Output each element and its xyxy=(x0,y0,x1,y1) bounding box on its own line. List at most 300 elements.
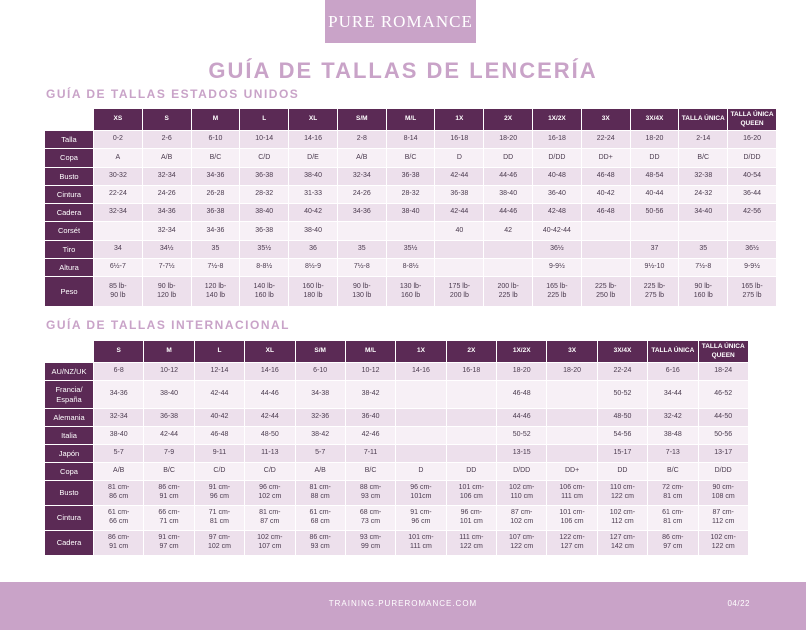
table-cell: 50-56 xyxy=(630,204,679,222)
table-cell: B/C xyxy=(679,149,728,167)
table-row xyxy=(45,259,777,277)
table-cell: 86 cm- 91 cm xyxy=(144,481,194,506)
table-cell: 40-42 xyxy=(581,185,630,203)
table-cell: 32-42 xyxy=(648,409,698,427)
table-cell: 34-36 xyxy=(337,204,386,222)
table-cell xyxy=(396,381,446,409)
column-header: TALLA ÚNICA QUEEN xyxy=(728,109,777,131)
table-cell: 44-50 xyxy=(698,409,748,427)
table-cell: 18-20 xyxy=(547,363,597,381)
table-cell: 102 cm- 112 cm xyxy=(597,506,647,531)
table-cell: 42-44 xyxy=(144,427,194,445)
footer-url: TRAINING.PUREROMANCE.COM xyxy=(328,599,478,608)
table-cell: C/D xyxy=(245,463,295,481)
table-cell: C/D xyxy=(194,463,244,481)
table-cell: 16-20 xyxy=(728,131,777,149)
table-cell: 26-28 xyxy=(191,185,240,203)
table-cell: 9-11 xyxy=(194,445,244,463)
table-cell: 6-8 xyxy=(94,363,144,381)
table-cell: D/E xyxy=(289,149,338,167)
table-cell: 68 cm- 73 cm xyxy=(345,506,395,531)
table-cell: 14-16 xyxy=(245,363,295,381)
column-header: S xyxy=(142,109,191,131)
table-cell: D xyxy=(435,149,484,167)
table-cell: 38-40 xyxy=(144,381,194,409)
table-cell: 101 cm- 106 cm xyxy=(446,481,496,506)
table-cell: B/C xyxy=(144,463,194,481)
table-cell xyxy=(581,259,630,277)
table-cell: 14-16 xyxy=(289,131,338,149)
table-cell: 38-40 xyxy=(240,204,289,222)
table-cell: 50-56 xyxy=(698,427,748,445)
column-header: 1X/2X xyxy=(497,341,547,363)
table-cell: 24-26 xyxy=(142,185,191,203)
table-cell: 106 cm- 111 cm xyxy=(547,481,597,506)
table-cell xyxy=(630,222,679,240)
table-cell xyxy=(547,381,597,409)
table-cell: 18-20 xyxy=(484,131,533,149)
intl-section-title: GUÍA DE TALLAS INTERNACIONAL xyxy=(46,318,290,332)
table-cell: 102 cm- 110 cm xyxy=(497,481,547,506)
table-cell: 122 cm- 127 cm xyxy=(547,531,597,556)
column-header: M xyxy=(191,109,240,131)
table-cell: 86 cm- 93 cm xyxy=(295,531,345,556)
table-cell: A/B xyxy=(337,149,386,167)
column-header: 3X xyxy=(581,109,630,131)
table-cell: 32-34 xyxy=(142,222,191,240)
footer-page-number: 04/22 xyxy=(727,599,750,608)
column-header: XS xyxy=(94,109,143,131)
table-cell xyxy=(396,445,446,463)
table-cell: 5-7 xyxy=(94,445,144,463)
table-cell: 90 lb- 130 lb xyxy=(337,277,386,307)
table-cell: 7-13 xyxy=(648,445,698,463)
table-cell: 22-24 xyxy=(597,363,647,381)
table-row xyxy=(45,381,749,409)
table-cell: 101 cm- 106 cm xyxy=(547,506,597,531)
column-header: M xyxy=(144,341,194,363)
table-cell: 36-38 xyxy=(240,167,289,185)
table-cell: 40-42 xyxy=(289,204,338,222)
table-cell: 36-40 xyxy=(345,409,395,427)
table-cell: 200 lb- 225 lb xyxy=(484,277,533,307)
table-cell: 54-56 xyxy=(597,427,647,445)
row-label: Busto xyxy=(45,167,94,185)
column-header: L xyxy=(240,109,289,131)
row-label: Copa xyxy=(45,463,94,481)
table-cell: D/DD xyxy=(728,149,777,167)
column-header: S/M xyxy=(295,341,345,363)
table-cell: 36-38 xyxy=(240,222,289,240)
table-cell: 42-44 xyxy=(245,409,295,427)
table-cell: 48-54 xyxy=(630,167,679,185)
table-cell: 38-40 xyxy=(484,185,533,203)
table-cell: 6-10 xyxy=(191,131,240,149)
table-cell: 7½-8 xyxy=(191,259,240,277)
row-label: Cintura xyxy=(45,185,94,203)
table-cell: 42-48 xyxy=(533,204,582,222)
table-cell: 86 cm- 97 cm xyxy=(648,531,698,556)
table-cell: 13-17 xyxy=(698,445,748,463)
table-cell: 18-20 xyxy=(497,363,547,381)
table-row xyxy=(45,167,777,185)
table-cell: 9-9½ xyxy=(533,259,582,277)
table-cell: A/B xyxy=(295,463,345,481)
row-label: AU/NZ/UK xyxy=(45,363,94,381)
table-cell: 90 lb- 120 lb xyxy=(142,277,191,307)
column-header: M/L xyxy=(345,341,395,363)
table-corner xyxy=(45,109,94,131)
table-cell: 38-40 xyxy=(289,222,338,240)
table-cell: 38-48 xyxy=(648,427,698,445)
table-cell: 72 cm- 81 cm xyxy=(648,481,698,506)
table-cell: 7½-8 xyxy=(337,259,386,277)
table-cell: 81 cm- 87 cm xyxy=(245,506,295,531)
table-cell: B/C xyxy=(648,463,698,481)
table-cell: 6-16 xyxy=(648,363,698,381)
table-cell: 38-40 xyxy=(289,167,338,185)
row-label: Talla xyxy=(45,131,94,149)
table-cell: 225 lb- 250 lb xyxy=(581,277,630,307)
table-cell: 6½-7 xyxy=(94,259,143,277)
table-cell: 32-34 xyxy=(94,204,143,222)
table-cell: 40-48 xyxy=(533,167,582,185)
table-cell xyxy=(435,240,484,258)
table-cell: 10-12 xyxy=(345,363,395,381)
row-label: Peso xyxy=(45,277,94,307)
table-cell xyxy=(484,259,533,277)
table-cell: 32-38 xyxy=(679,167,728,185)
table-row xyxy=(45,149,777,167)
table-cell: 50-52 xyxy=(497,427,547,445)
table-cell: 48-50 xyxy=(597,409,647,427)
table-cell: 102 cm- 107 cm xyxy=(245,531,295,556)
table-row xyxy=(45,277,777,307)
row-label: Copa xyxy=(45,149,94,167)
table-cell: 46-48 xyxy=(581,204,630,222)
table-cell: 44-46 xyxy=(245,381,295,409)
table-cell: 61 cm- 68 cm xyxy=(295,506,345,531)
table-cell: 32-34 xyxy=(94,409,144,427)
column-header: L xyxy=(194,341,244,363)
table-cell: 34-38 xyxy=(295,381,345,409)
table-cell: 32-36 xyxy=(295,409,345,427)
table-cell: 34 xyxy=(94,240,143,258)
table-cell: 9-9½ xyxy=(728,259,777,277)
table-cell: 34-36 xyxy=(142,204,191,222)
table-cell: 42-44 xyxy=(435,204,484,222)
table-cell xyxy=(547,427,597,445)
column-header: M/L xyxy=(386,109,435,131)
table-cell: 6-10 xyxy=(295,363,345,381)
table-cell: 7½-8 xyxy=(679,259,728,277)
table-cell: 8-8½ xyxy=(240,259,289,277)
table-cell: 102 cm- 122 cm xyxy=(698,531,748,556)
table-cell: 2-14 xyxy=(679,131,728,149)
table-cell: 37 xyxy=(630,240,679,258)
column-header: 1X xyxy=(435,109,484,131)
table-cell: 44-46 xyxy=(484,204,533,222)
table-cell: 8-8½ xyxy=(386,259,435,277)
table-cell: 38-42 xyxy=(345,381,395,409)
table-cell: 9½-10 xyxy=(630,259,679,277)
table-cell xyxy=(728,222,777,240)
brand-logo-text: PURE ROMANCE xyxy=(328,11,473,31)
table-row xyxy=(45,463,749,481)
table-row xyxy=(45,481,749,506)
table-cell: B/C xyxy=(191,149,240,167)
table-cell: DD xyxy=(597,463,647,481)
table-row xyxy=(45,131,777,149)
table-cell: DD xyxy=(446,463,496,481)
table-cell: 88 cm- 93 cm xyxy=(345,481,395,506)
column-header: S/M xyxy=(337,109,386,131)
row-label: Alemania xyxy=(45,409,94,427)
column-header: TALLA ÚNICA xyxy=(679,109,728,131)
table-cell: 10-12 xyxy=(144,363,194,381)
table-cell: 35½ xyxy=(386,240,435,258)
row-label: Cadera xyxy=(45,531,94,556)
table-cell: 24-26 xyxy=(337,185,386,203)
table-cell: B/C xyxy=(345,463,395,481)
table-cell: 165 lb- 275 lb xyxy=(728,277,777,307)
table-cell: 40-42-44 xyxy=(533,222,582,240)
column-header: 3X/4X xyxy=(597,341,647,363)
table-cell: 127 cm- 142 cm xyxy=(597,531,647,556)
table-cell: C/D xyxy=(240,149,289,167)
table-cell xyxy=(484,240,533,258)
table-cell: 175 lb- 200 lb xyxy=(435,277,484,307)
page-footer xyxy=(0,582,806,630)
table-cell: 18-20 xyxy=(630,131,679,149)
table-cell xyxy=(396,409,446,427)
table-cell: 107 cm- 122 cm xyxy=(497,531,547,556)
row-label: Corsét xyxy=(45,222,94,240)
table-cell: 34½ xyxy=(142,240,191,258)
column-header: 2X xyxy=(446,341,496,363)
table-cell: A/B xyxy=(94,463,144,481)
table-cell: 91 cm- 96 cm xyxy=(194,481,244,506)
table-cell: 40-54 xyxy=(728,167,777,185)
table-cell: 91 cm- 97 cm xyxy=(144,531,194,556)
table-row xyxy=(45,445,749,463)
table-cell xyxy=(679,222,728,240)
table-cell: 15-17 xyxy=(597,445,647,463)
table-row xyxy=(45,363,749,381)
table-cell: 96 cm- 101 cm xyxy=(446,506,496,531)
table-cell xyxy=(386,222,435,240)
table-cell: 34-36 xyxy=(94,381,144,409)
table-cell: DD+ xyxy=(547,463,597,481)
table-cell: D/DD xyxy=(533,149,582,167)
table-cell: 42-44 xyxy=(194,381,244,409)
table-cell xyxy=(435,259,484,277)
table-cell: 22-24 xyxy=(94,185,143,203)
table-cell: 46-48 xyxy=(581,167,630,185)
column-header: TALLA ÚNICA QUEEN xyxy=(698,341,748,363)
table-cell: 12-14 xyxy=(194,363,244,381)
table-cell xyxy=(337,222,386,240)
table-cell: 36-38 xyxy=(144,409,194,427)
table-cell: 225 lb- 275 lb xyxy=(630,277,679,307)
table-cell: 31-33 xyxy=(289,185,338,203)
table-cell: 34-36 xyxy=(191,167,240,185)
column-header: XL xyxy=(245,341,295,363)
table-cell: 36-40 xyxy=(533,185,582,203)
table-cell: 28-32 xyxy=(240,185,289,203)
table-cell: 35 xyxy=(337,240,386,258)
table-cell: 34-40 xyxy=(679,204,728,222)
table-cell: 97 cm- 102 cm xyxy=(194,531,244,556)
table-cell: D xyxy=(396,463,446,481)
intl-size-table xyxy=(44,340,749,556)
table-cell: D/DD xyxy=(497,463,547,481)
table-cell: 38-40 xyxy=(386,204,435,222)
column-header: XL xyxy=(289,109,338,131)
table-row xyxy=(45,204,777,222)
table-cell: 8-14 xyxy=(386,131,435,149)
table-cell: 44-46 xyxy=(484,167,533,185)
table-cell: 36-38 xyxy=(435,185,484,203)
table-cell: 40-44 xyxy=(630,185,679,203)
table-cell: 85 lb- 90 lb xyxy=(94,277,143,307)
column-header: 2X xyxy=(484,109,533,131)
table-cell: 96 cm- 101cm xyxy=(396,481,446,506)
table-cell: 24-32 xyxy=(679,185,728,203)
us-size-table xyxy=(44,108,777,307)
table-cell: 61 cm- 66 cm xyxy=(94,506,144,531)
table-row xyxy=(45,240,777,258)
table-cell: 50-52 xyxy=(597,381,647,409)
table-cell: 86 cm- 91 cm xyxy=(94,531,144,556)
table-cell: 35 xyxy=(679,240,728,258)
table-cell: 0-2 xyxy=(94,131,143,149)
table-cell xyxy=(547,409,597,427)
table-cell: 165 lb- 225 lb xyxy=(533,277,582,307)
column-header: 3X/4X xyxy=(630,109,679,131)
table-cell: 14-16 xyxy=(396,363,446,381)
table-row xyxy=(45,185,777,203)
table-cell: 2-8 xyxy=(337,131,386,149)
table-cell: 81 cm- 88 cm xyxy=(295,481,345,506)
table-cell: 42-46 xyxy=(345,427,395,445)
table-cell: 81 cm- 86 cm xyxy=(94,481,144,506)
table-cell: 34-44 xyxy=(648,381,698,409)
table-row xyxy=(45,506,749,531)
table-cell xyxy=(581,240,630,258)
row-label: Busto xyxy=(45,481,94,506)
table-row xyxy=(45,427,749,445)
column-header: 1X/2X xyxy=(533,109,582,131)
row-label: Italia xyxy=(45,427,94,445)
brand-logo xyxy=(325,0,476,43)
table-row xyxy=(45,222,777,240)
table-cell: 96 cm- 102 cm xyxy=(245,481,295,506)
table-cell: 110 cm- 122 cm xyxy=(597,481,647,506)
table-cell xyxy=(446,445,496,463)
table-cell: A xyxy=(94,149,143,167)
column-header: 3X xyxy=(547,341,597,363)
table-cell: 90 cm- 108 cm xyxy=(698,481,748,506)
us-section-title: GUÍA DE TALLAS ESTADOS UNIDOS xyxy=(46,87,300,101)
table-cell xyxy=(446,409,496,427)
table-cell: 120 lb- 140 lb xyxy=(191,277,240,307)
table-cell: 28-32 xyxy=(386,185,435,203)
table-cell: 46-52 xyxy=(698,381,748,409)
table-cell xyxy=(581,222,630,240)
table-cell: 66 cm- 71 cm xyxy=(144,506,194,531)
column-header: TALLA ÚNICA xyxy=(648,341,698,363)
table-cell: 101 cm- 111 cm xyxy=(396,531,446,556)
row-label: Japón xyxy=(45,445,94,463)
table-cell: 38-42 xyxy=(295,427,345,445)
table-cell: B/C xyxy=(386,149,435,167)
table-cell: 40-42 xyxy=(194,409,244,427)
table-cell: 87 cm- 112 cm xyxy=(698,506,748,531)
table-cell: DD xyxy=(630,149,679,167)
table-cell: 36-38 xyxy=(191,204,240,222)
table-cell: 36½ xyxy=(728,240,777,258)
table-cell: 38-40 xyxy=(94,427,144,445)
table-cell: 32-34 xyxy=(142,167,191,185)
table-cell: 48-50 xyxy=(245,427,295,445)
table-cell: 71 cm- 81 cm xyxy=(194,506,244,531)
table-cell: 18-24 xyxy=(698,363,748,381)
table-cell: 40 xyxy=(435,222,484,240)
table-cell: 34-36 xyxy=(191,222,240,240)
table-cell: 140 lb- 160 lb xyxy=(240,277,289,307)
table-cell xyxy=(446,381,496,409)
table-cell: 61 cm- 81 cm xyxy=(648,506,698,531)
table-cell: 46-48 xyxy=(194,427,244,445)
table-cell: A/B xyxy=(142,149,191,167)
table-cell: 42 xyxy=(484,222,533,240)
table-cell xyxy=(94,222,143,240)
table-cell: 10-14 xyxy=(240,131,289,149)
table-cell: 35 xyxy=(191,240,240,258)
table-cell: 5-7 xyxy=(295,445,345,463)
row-label: Tiro xyxy=(45,240,94,258)
table-cell: 13-15 xyxy=(497,445,547,463)
table-cell: 46-48 xyxy=(497,381,547,409)
table-cell: 42-44 xyxy=(435,167,484,185)
table-cell xyxy=(396,427,446,445)
table-cell: 91 cm- 96 cm xyxy=(396,506,446,531)
table-cell: 36 xyxy=(289,240,338,258)
table-cell: 7-11 xyxy=(345,445,395,463)
row-label: Altura xyxy=(45,259,94,277)
table-cell: 22-24 xyxy=(581,131,630,149)
table-cell: 160 lb- 180 lb xyxy=(289,277,338,307)
table-cell: 36½ xyxy=(533,240,582,258)
table-row xyxy=(45,531,749,556)
table-cell: 30-32 xyxy=(94,167,143,185)
row-label: Cadera xyxy=(45,204,94,222)
table-cell: 44-46 xyxy=(497,409,547,427)
table-cell: 93 cm- 99 cm xyxy=(345,531,395,556)
column-header: 1X xyxy=(396,341,446,363)
table-cell: 8½-9 xyxy=(289,259,338,277)
table-cell: DD xyxy=(484,149,533,167)
table-cell: 87 cm- 102 cm xyxy=(497,506,547,531)
table-cell: 7-7½ xyxy=(142,259,191,277)
table-cell xyxy=(446,427,496,445)
table-cell: 90 lb- 160 lb xyxy=(679,277,728,307)
table-cell: 35½ xyxy=(240,240,289,258)
table-row xyxy=(45,409,749,427)
column-header: S xyxy=(94,341,144,363)
table-cell: 16-18 xyxy=(446,363,496,381)
